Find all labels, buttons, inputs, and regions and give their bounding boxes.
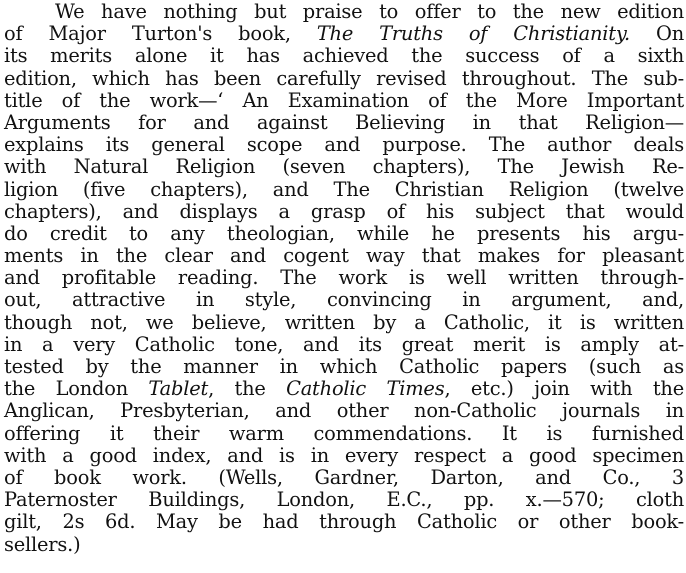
text-line — [4, 134, 684, 156]
line-text: ligion (five chapters), and The Christian Religion (twelve — [4, 177, 684, 201]
line-text: and profitable reading. The work is well written through- — [4, 266, 684, 290]
article-column — [4, 1, 684, 556]
text-line — [4, 534, 684, 556]
line-text: We have nothing but praise to offer to the new edition — [55, 0, 684, 23]
text-line — [4, 400, 684, 422]
text-line — [4, 112, 684, 134]
line-text: On — [630, 22, 684, 46]
line-text: Paternoster Buildings, London, E.C., pp. x.—570; cloth — [4, 488, 684, 512]
line-text: of Major Turton's book, — [4, 22, 317, 46]
line-text: Anglican, Presbyterian, and other non-Catholic journals in — [4, 399, 684, 423]
text-line — [4, 223, 684, 245]
line-text: in a very Catholic tone, and its great merit is amply at- — [4, 332, 684, 356]
text-line — [4, 378, 684, 400]
text-line — [4, 289, 684, 311]
line-text: its merits alone it has achieved the success of a sixth — [4, 44, 684, 68]
line-text: edition, which has been carefully revised throughout. The sub- — [4, 66, 684, 90]
text-line — [4, 267, 684, 289]
text-line — [4, 90, 684, 112]
italic-title-text: The Truths of Christianity. — [316, 22, 630, 46]
line-text: ments in the clear and cogent way that makes for pleasant — [4, 244, 684, 268]
text-line — [4, 312, 684, 334]
line-text: title of the work—‘ An Examination of the More Important — [4, 88, 684, 112]
line-text: of book work. (Wells, Gardner, Darton, and Co., 3 — [4, 465, 684, 489]
line-text: offering it their warm commendations. It is furnished — [4, 421, 684, 445]
text-line — [4, 179, 684, 201]
line-text: chapters), and displays a grasp of his subject that would — [4, 199, 684, 223]
line-text: though not, we believe, written by a Catholic, it is written — [4, 310, 684, 334]
line-text: gilt, 2s 6d. May be had through Catholic or other book- — [4, 510, 684, 534]
line-text: do credit to any theologian, while he presents his argu- — [4, 221, 684, 245]
line-text: the London — [4, 377, 149, 401]
text-line — [4, 68, 684, 90]
text-line — [4, 423, 684, 445]
line-text: with Natural Religion (seven chapters), The Jewish Re- — [4, 155, 684, 179]
text-line — [4, 334, 684, 356]
line-text: , the — [208, 377, 287, 401]
text-line — [4, 201, 684, 223]
text-line — [4, 511, 684, 533]
text-line — [4, 245, 684, 267]
text-line — [4, 1, 684, 23]
text-line — [4, 156, 684, 178]
line-text: with a good index, and is in every respect a good specimen — [4, 443, 684, 467]
line-text: tested by the manner in which Catholic papers (such as — [4, 355, 684, 378]
italic-title-text: Tablet — [148, 377, 209, 401]
line-text: , etc.) join with the — [444, 377, 684, 401]
line-text: Arguments for and against Believing in that Religion— — [4, 110, 684, 134]
text-line — [4, 356, 684, 378]
text-line — [4, 467, 684, 489]
text-line — [4, 45, 684, 67]
italic-title-text: Catholic Times — [286, 377, 445, 401]
text-line — [4, 445, 684, 467]
text-line — [4, 489, 684, 511]
text-line — [4, 23, 684, 45]
line-text: sellers.) — [4, 532, 81, 556]
line-text: out, attractive in style, convincing in argument, and, — [4, 288, 684, 312]
line-text: explains its general scope and purpose. The author deals — [4, 133, 684, 157]
